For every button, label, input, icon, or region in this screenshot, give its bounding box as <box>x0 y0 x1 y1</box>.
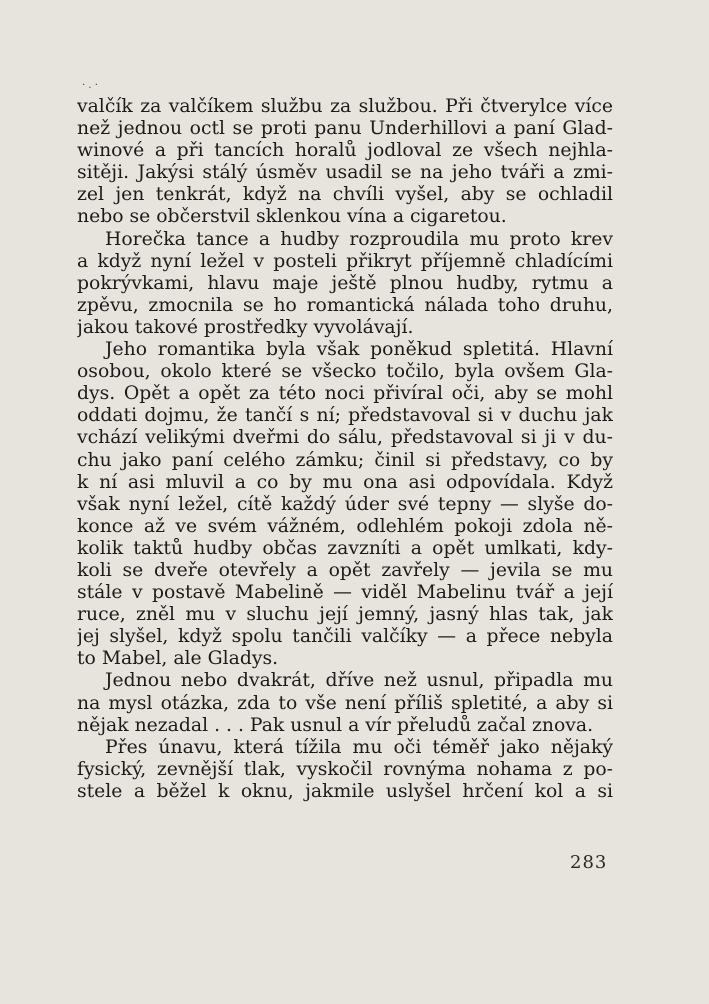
text-line: kolik taktů hudby občas zavzníti a opět umlkati, kdy- <box>77 537 613 559</box>
text-line: chu jako paní celého zámku; činil si představy, co by <box>77 449 613 471</box>
text-line: vchází velikými dveřmi do sálu, představoval si ji v du- <box>77 427 613 449</box>
text-line: oddati dojmu, že tančí s ní; představoval si v duchu jak <box>77 405 613 427</box>
text-line: koli se dveře otevřely a opět zavřely — jevila se mu <box>77 559 613 581</box>
text-line: ruce, zněl mu v sluchu její jemný, jasný hlas tak, jak <box>77 604 613 626</box>
page-number: 283 <box>570 852 608 873</box>
text-line: zpěvu, zmocnila se ho romantická nálada toho druhu, <box>77 294 613 316</box>
text-line: a když nyní ležel v posteli přikryt příjemně chladícími <box>77 250 613 272</box>
paragraph-first-line: Jednou nebo dvakrát, dříve než usnul, připadla mu <box>105 670 613 692</box>
text-line: nebo se občerstvil sklenkou vína a cigaretou. <box>77 206 507 228</box>
text-line: na mysl otázka, zda to vše není příliš spletité, a aby si <box>77 692 613 714</box>
text-line: stele a běžel k oknu, jakmile uslyšel hrčení kol a si <box>77 780 613 802</box>
text-line: konce až ve svém vážném, odlehlém pokoji zdola ně- <box>77 515 613 537</box>
paragraph-first-line: Jeho romantika byla však poněkud spletitá. Hlavní <box>105 339 613 361</box>
text-line: to Mabel, ale Gladys. <box>77 648 279 670</box>
text-line: winové a při tancích horalů jodloval ze všech nejhla- <box>77 140 613 162</box>
text-line: než jednou octl se proti panu Underhillovi a paní Glad- <box>77 118 613 140</box>
text-line: však nyní ležel, cítě každý úder své tepny — slyše do- <box>77 493 613 515</box>
text-line: zel jen tenkrát, když na chvíli vyšel, aby se ochladil <box>77 184 613 206</box>
text-line: valčík za valčíkem službu za službou. Při čtverylce více <box>77 96 613 117</box>
text-line: stále v postavě Mabelině — viděl Mabelinu tvář a její <box>77 582 613 604</box>
body-text <box>77 96 613 803</box>
print-speck: · . · <box>82 80 98 91</box>
text-line: jakou takové prostředky vyvolávají. <box>77 316 414 338</box>
text-line: nějak nezadal . . . Pak usnul a vír přeludů začal znova. <box>77 714 594 736</box>
text-line: jej slyšel, když spolu tančili valčíky — a přece nebyla <box>77 626 613 648</box>
text-line: osobou, okolo které se všecko točilo, byla ovšem Gla- <box>77 361 613 383</box>
text-line: k ní asi mluvil a co by mu ona asi odpovídala. Když <box>77 471 613 493</box>
text-line: pokrývkami, hlavu maje ještě plnou hudby, rytmu a <box>77 272 613 294</box>
paragraph-first-line: Přes únavu, která tížila mu oči téměř jako nějaký <box>105 736 613 758</box>
text-line: sitěji. Jakýsi stálý úsměv usadil se na jeho tváři a zmi- <box>77 162 613 184</box>
paragraph-first-line: Horečka tance a hudby rozproudila mu proto krev <box>105 228 613 250</box>
text-line: fysický, zevnější tlak, vyskočil rovnýma nohama z po- <box>77 758 613 780</box>
text-line: dys. Opět a opět za této noci přivíral oči, aby se mohl <box>77 383 613 405</box>
